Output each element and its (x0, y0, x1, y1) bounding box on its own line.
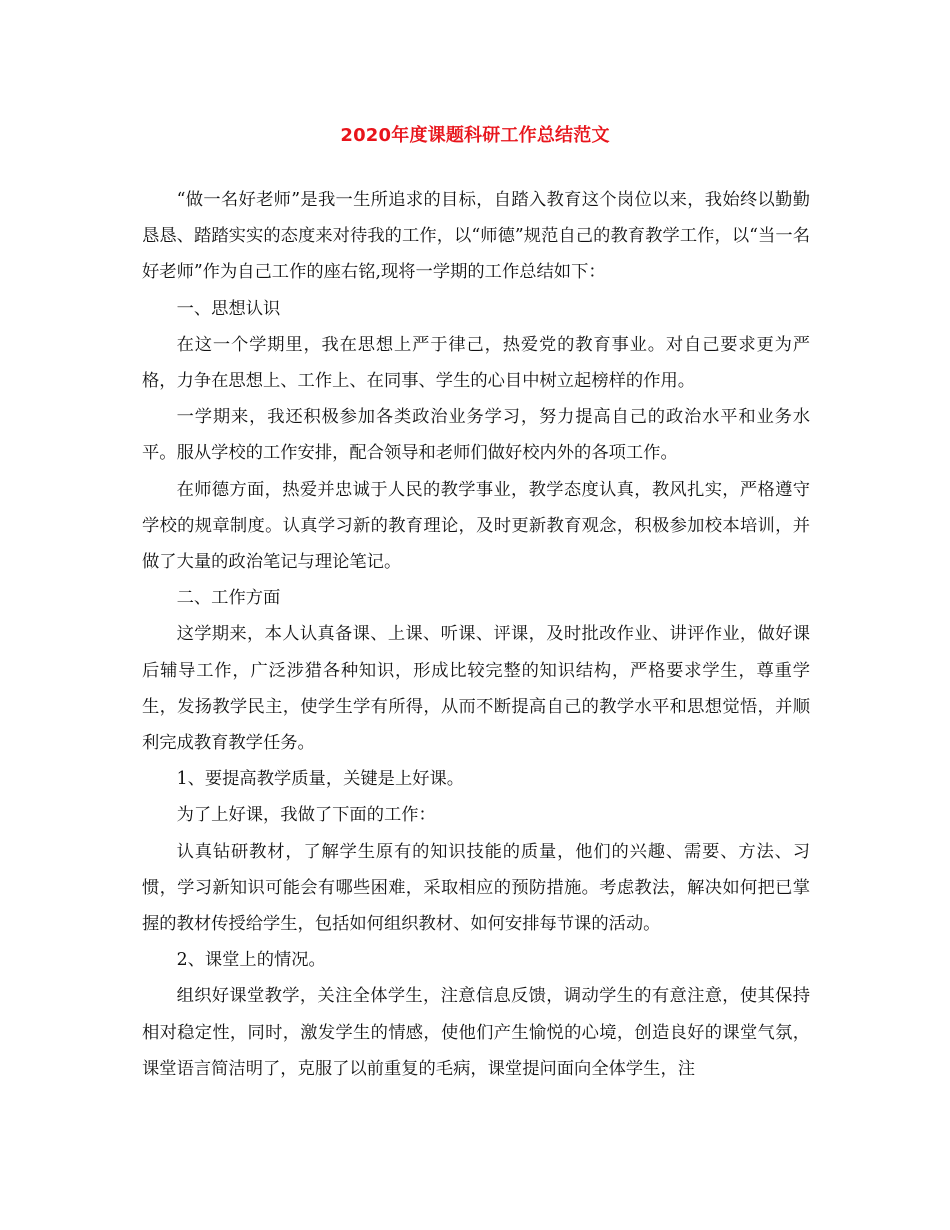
paragraph: 在师德方面，热爱并忠诚于人民的教学事业，教学态度认真，教风扎实，严格遵守学校的规章制度。认真学习新的教育理论，及时更新教育观念，积极参加校本培训，并做了大量的政治笔记与理论笔记。 (142, 479, 810, 573)
paragraph: 组织好课堂教学，关注全体学生，注意信息反馈，调动学生的有意注意，使其保持相对稳定性，同时，激发学生的情感，使他们产生愉悦的心境，创造良好的课堂气氛，课堂语言简洁明了，克服了以前重复的毛病，课堂提问面向全体学生，注 (142, 986, 810, 1079)
section-heading-ideology: 一、思想认识 (176, 298, 281, 319)
paragraph: 一学期来，我还积极参加各类政治业务学习，努力提高自己的政治水平和业务水平。服从学校的工作安排，配合领导和老师们做好校内外的各项工作。 (142, 407, 810, 464)
subheading-classroom: 2、课堂上的情况。 (176, 950, 326, 971)
paragraph: 在这一个学期里，我在思想上严于律己，热爱党的教育事业。对自己要求更为严格，力争在思想上、工作上、在同事、学生的心目中树立起榜样的作用。 (142, 334, 810, 392)
paragraph: 为了上好课，我做了下面的工作： (176, 805, 436, 826)
subheading-teaching-quality: 1、要提高教学质量，关键是上好课。 (176, 769, 465, 790)
document-title: 2020年度课题科研工作总结范文 (340, 125, 610, 146)
paragraph: 这学期来，本人认真备课、上课、听课、评课，及时批改作业、讲评作业，做好课后辅导工作，广泛涉猎各种知识，形成比较完整的知识结构，严格要求学生，尊重学生，发扬教学民主，使学生学有所得，从而不断提高自己的教学水平和思想觉悟，并顺利完成教育教学任务。 (142, 624, 810, 754)
paragraph: 认真钻研教材，了解学生原有的知识技能的质量，他们的兴趣、需要、方法、习惯，学习新知识可能会有哪些困难，采取相应的预防措施。考虑教法，解决如何把已掌握的教材传授给学生，包括如何组织教材、如何安排每节课的活动。 (142, 841, 810, 935)
document-body (142, 182, 810, 1087)
section-heading-work: 二、工作方面 (176, 588, 281, 609)
paragraph-intro: “做一名好老师”是我一生所追求的目标，自踏入教育这个岗位以来，我始终以勤勤恳恳、踏踏实实的态度来对待我的工作，以“师德”规范自己的教育教学工作，以“当一名好老师”作为自己工作的座右铭,现将一学期的工作总结如下： (142, 190, 810, 283)
